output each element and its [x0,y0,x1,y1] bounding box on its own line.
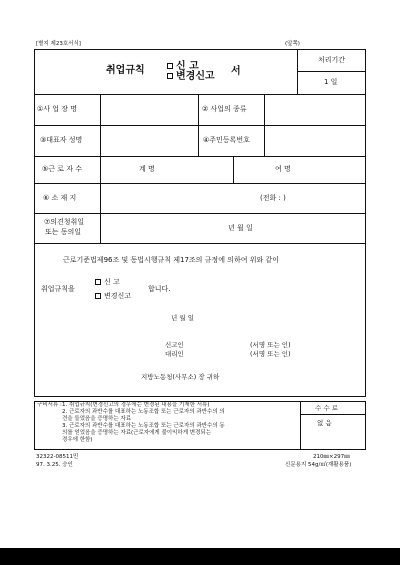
representative-name-label: ③대표자 성명 [40,136,83,144]
row-line [34,125,366,126]
attachment-item-1: 1. 취업규칙(변경신고의 경우에는 변경된 내용을 기재한 서류) [62,402,210,408]
mid-column-line [264,94,265,156]
paper-size: 210㎜×297㎜ [313,454,350,460]
form-title-suffix: 서 [231,66,241,77]
applicant-signature: (서명 또는 인) [250,341,291,349]
attachment-item-3c: 경우에 한함) [62,437,93,443]
resident-number-label: ④주민등록번호 [203,136,250,144]
declaration-date: 년 월 일 [171,314,194,322]
change-report-checkbox[interactable] [167,73,173,79]
applicant-label: 신고인 [165,341,184,349]
attachment-item-2: 2. 근로자의 과반수를 대표하는 노동조합 또는 근로자의 과반수의 의 [62,409,225,415]
agent-label: 대리인 [165,350,184,358]
opinion-date-label: ⑦의견청취일 [44,218,85,226]
body-report-checkbox[interactable] [95,279,101,285]
addressee: 지방노동청(사무소) 장 귀하 [141,373,220,381]
row-line [34,94,366,95]
row-line [34,243,366,244]
form-title: 취업규칙 [106,65,145,76]
address-label: ⑥ 소 재 지 [43,194,77,202]
front-side-label: (앞쪽) [285,41,300,47]
processing-period-value: 1 일 [324,78,338,86]
fee-divider [300,401,301,450]
agent-signature: (서명 또는 인) [250,350,291,358]
fee-line [300,414,366,415]
body-change-option: 변경신고 [104,292,132,300]
total-workers: 계 명 [139,165,155,173]
period-divider [297,71,366,72]
consent-date-label: 또는 동의일 [45,228,82,236]
approval-date: 97. 3.25. 승인 [36,462,73,468]
report-option: 신 고 [176,61,199,72]
declaration-text: 근로기준법제96조 및 동법시행규칙 제17조의 규정에 의하여 위와 같이 [63,256,279,264]
business-type-label: ② 사업의 종류 [202,105,247,113]
attachment-item-2b: 견을 들었음을 증명하는 자료 [62,416,132,422]
report-checkbox[interactable] [167,63,173,69]
body-report-option: 신 고 [104,278,120,286]
row-line [34,213,366,214]
body-change-checkbox[interactable] [95,293,101,299]
row-line [34,183,366,184]
attachment-item-3b: 의를 얻었음을 증명하는 자료(근로자에게 불이익하게 변경되는 [62,430,212,436]
workers-count-label: ⑤근 로 자 수 [42,165,82,173]
form-code: 32322-08511민 [36,454,79,460]
fee-value: 없 음 [317,419,332,427]
label-column-line [100,94,101,243]
workers-split-line [233,156,234,183]
fee-label: 수 수 료 [315,404,338,412]
processing-period-label: 처리기간 [318,56,346,64]
phone-field: (전화 : ) [260,194,286,202]
row-line [34,156,366,157]
declaration-verb: 합니다. [148,285,171,293]
opinion-date-value: 년 월 일 [228,224,253,232]
female-workers: 여 명 [275,165,291,173]
change-report-option: 변경신고 [176,71,215,82]
paper-type: 신문용지 54g/㎡(재활용품) [285,462,352,468]
form-number: [별지 제23호서식] [36,41,81,47]
attachments-label: 구비서류 : [37,402,62,408]
mid-column-line [198,94,199,156]
rules-label: 취업규칙을 [41,285,75,293]
attachment-item-3: 3. 근로자의 과반수를 대표하는 노동조합 또는 근로자의 과반수의 동 [62,423,225,429]
workplace-name-label: ①사 업 장 명 [37,105,77,113]
bottom-black-band [0,548,400,565]
